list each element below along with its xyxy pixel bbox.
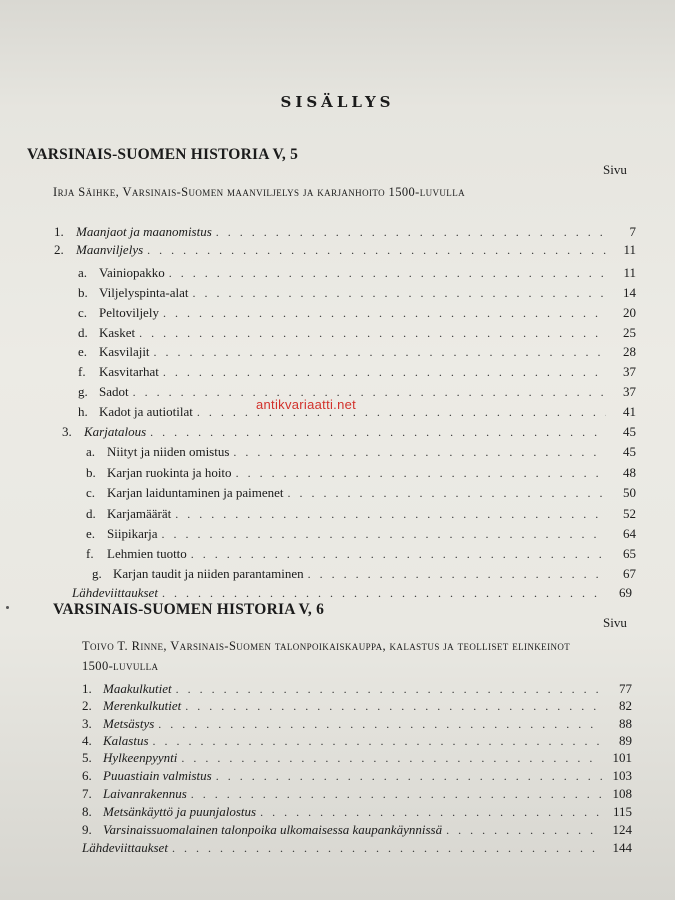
toc-number: 1. [54, 224, 64, 239]
toc-row [82, 733, 632, 751]
toc-number: h. [78, 404, 88, 419]
dot-leader [446, 823, 602, 838]
toc-row [78, 305, 636, 323]
toc-label: Karjan taudit ja niiden parantaminen [113, 566, 304, 581]
toc-label: Vainiopakko [99, 265, 165, 280]
toc-row [78, 364, 636, 382]
dot-leader [260, 805, 602, 820]
toc-page-number: 101 [612, 750, 632, 765]
toc-row [86, 506, 636, 524]
page-title: SISÄLLYS [280, 93, 395, 111]
toc-number: f. [78, 364, 86, 379]
toc-page-number: 88 [619, 716, 632, 731]
dot-leader [191, 547, 606, 562]
toc-number: b. [78, 285, 88, 300]
toc-number: 4. [82, 733, 92, 748]
toc-row [82, 768, 632, 786]
toc-row [78, 404, 636, 422]
toc-label: Niityt ja niiden omistus [107, 444, 230, 459]
toc-page-number: 89 [619, 733, 632, 748]
toc-page-number: 77 [619, 681, 632, 696]
dot-leader [153, 734, 602, 749]
toc-page-number: 144 [612, 840, 632, 855]
toc-label: Karjan ruokinta ja hoito [107, 465, 232, 480]
dot-leader [181, 751, 602, 766]
toc-row [54, 224, 636, 242]
dot-leader [139, 326, 606, 341]
toc-row [82, 786, 632, 804]
toc-label: Merenkulkutiet [103, 698, 182, 713]
toc-number: 5. [82, 750, 92, 765]
dot-leader [191, 787, 602, 802]
page-speck [6, 606, 9, 609]
toc-number: a. [78, 265, 88, 280]
toc-label: Kasvitarhat [99, 364, 159, 379]
toc-row [86, 526, 636, 544]
toc-page-number: 108 [612, 786, 632, 801]
toc-number: d. [86, 506, 96, 521]
toc-page-number: 115 [612, 804, 632, 819]
toc-row [82, 804, 632, 822]
dot-leader [162, 586, 602, 601]
watermark: antikvariaatti.net [256, 397, 357, 412]
section1-sivu-label: Sivu [603, 162, 627, 177]
dot-leader [288, 486, 606, 501]
toc-page-number: 45 [623, 444, 636, 459]
dot-leader [162, 527, 606, 542]
dot-leader [216, 769, 602, 784]
toc-page-number: 37 [623, 384, 636, 399]
toc-number: 3. [82, 716, 92, 731]
toc-page-number: 48 [623, 465, 636, 480]
toc-number: c. [78, 305, 88, 320]
dot-leader [236, 466, 606, 481]
toc-number: 6. [82, 768, 92, 783]
toc-page-number: 124 [612, 822, 632, 837]
toc-row [62, 424, 636, 442]
dot-leader [154, 345, 606, 360]
toc-number: b. [86, 465, 96, 480]
toc-page-number: 64 [623, 526, 636, 541]
toc-number: e. [86, 526, 96, 541]
toc-row [86, 465, 636, 483]
toc-label: Varsinaissuomalainen talonpoika ulkomaisessa kaupankäynnissä [103, 822, 443, 837]
toc-page-number: 65 [623, 546, 636, 561]
dot-leader [175, 507, 606, 522]
dot-leader [163, 306, 606, 321]
dot-leader [233, 445, 606, 460]
toc-number: 2. [82, 698, 92, 713]
toc-number: g. [78, 384, 88, 399]
dot-leader [150, 425, 606, 440]
toc-number: 9. [82, 822, 92, 837]
toc-row [72, 585, 632, 603]
toc-number: 7. [82, 786, 92, 801]
toc-label: Karjan laiduntaminen ja paimenet [107, 485, 284, 500]
toc-label: Metsästys [103, 716, 155, 731]
toc-number: 2. [54, 242, 64, 257]
toc-number: 1. [82, 681, 92, 696]
toc-row [82, 840, 632, 858]
dot-leader [308, 567, 606, 582]
toc-row [82, 716, 632, 734]
toc-page-number: 37 [623, 364, 636, 379]
toc-label: Siipikarja [107, 526, 158, 541]
toc-label: Puuastiain valmistus [103, 768, 212, 783]
dot-leader [163, 365, 606, 380]
toc-number: g. [92, 566, 102, 581]
toc-row [86, 485, 636, 503]
section2-author-line: Toivo T. Rinne, Varsinais-Suomen talonpoikaiskauppa, kalastus ja teolliset elinkeinot 1500-luvulla [82, 639, 571, 673]
toc-page-number: 11 [623, 265, 636, 280]
toc-number: a. [86, 444, 96, 459]
dot-leader [176, 682, 602, 697]
toc-row [78, 384, 636, 402]
toc-row [82, 750, 632, 768]
toc-page-number: 41 [623, 404, 636, 419]
toc-number: e. [78, 344, 88, 359]
toc-page-number: 103 [612, 768, 632, 783]
toc-number: c. [86, 485, 96, 500]
toc-row [86, 444, 636, 462]
section2-sivu-label: Sivu [603, 615, 627, 630]
toc-row [54, 242, 636, 260]
toc-label: Sadot [99, 384, 129, 399]
toc-label: Karjamäärät [107, 506, 172, 521]
toc-row [82, 822, 632, 840]
toc-label: Karjatalous [84, 424, 147, 439]
toc-page-number: 28 [623, 344, 636, 359]
toc-number: f. [86, 546, 94, 561]
toc-page-number: 14 [623, 285, 636, 300]
dot-leader [216, 225, 606, 240]
toc-page-number: 67 [623, 566, 636, 581]
toc-page-number: 50 [623, 485, 636, 500]
toc-label: Kasvilajit [99, 344, 150, 359]
dot-leader [169, 266, 606, 281]
toc-label: Hylkeenpyynti [103, 750, 178, 765]
toc-page-number: 20 [623, 305, 636, 320]
toc-label: Laivanrakennus [103, 786, 187, 801]
toc-number: d. [78, 325, 88, 340]
dot-leader [192, 286, 606, 301]
section1-heading: VARSINAIS-SUOMEN HISTORIA V, 5 [27, 146, 299, 163]
toc-page-number: 45 [623, 424, 636, 439]
toc-page-number: 82 [619, 698, 632, 713]
toc-label: Maakulkutiet [103, 681, 172, 696]
toc-page-number: 52 [623, 506, 636, 521]
toc-row [78, 344, 636, 362]
toc-label: Kadot ja autiotilat [99, 404, 193, 419]
toc-label: Lähdeviittaukset [72, 585, 158, 600]
toc-row [78, 265, 636, 283]
toc-page-number: 11 [623, 242, 636, 257]
toc-row [92, 566, 636, 584]
toc-label: Kalastus [103, 733, 149, 748]
toc-label: Maanviljelys [76, 242, 144, 257]
dot-leader [185, 699, 602, 714]
section1-author-line: Irja Säihke, Varsinais-Suomen maanviljelys ja karjanhoito 1500-luvulla [53, 185, 465, 199]
toc-number: 3. [62, 424, 72, 439]
toc-row [82, 698, 632, 716]
toc-page-number: 69 [619, 585, 632, 600]
toc-page-number: 25 [623, 325, 636, 340]
toc-label: Kasket [99, 325, 136, 340]
toc-page-number: 7 [629, 224, 636, 239]
dot-leader [158, 717, 602, 732]
toc-label: Lehmien tuotto [107, 546, 187, 561]
toc-row [78, 285, 636, 303]
dot-leader [172, 841, 602, 856]
toc-label: Lähdeviittaukset [82, 840, 168, 855]
toc-label: Viljelyspinta-alat [99, 285, 189, 300]
toc-row [82, 681, 632, 699]
toc-label: Maanjaot ja maanomistus [76, 224, 212, 239]
section2-heading: VARSINAIS-SUOMEN HISTORIA V, 6 [53, 601, 325, 618]
toc-row [78, 325, 636, 343]
toc-row [86, 546, 636, 564]
toc-label: Peltoviljely [99, 305, 159, 320]
dot-leader [133, 385, 606, 400]
toc-label: Metsänkäyttö ja puunjalostus [103, 804, 257, 819]
toc-number: 8. [82, 804, 92, 819]
dot-leader [147, 243, 606, 258]
